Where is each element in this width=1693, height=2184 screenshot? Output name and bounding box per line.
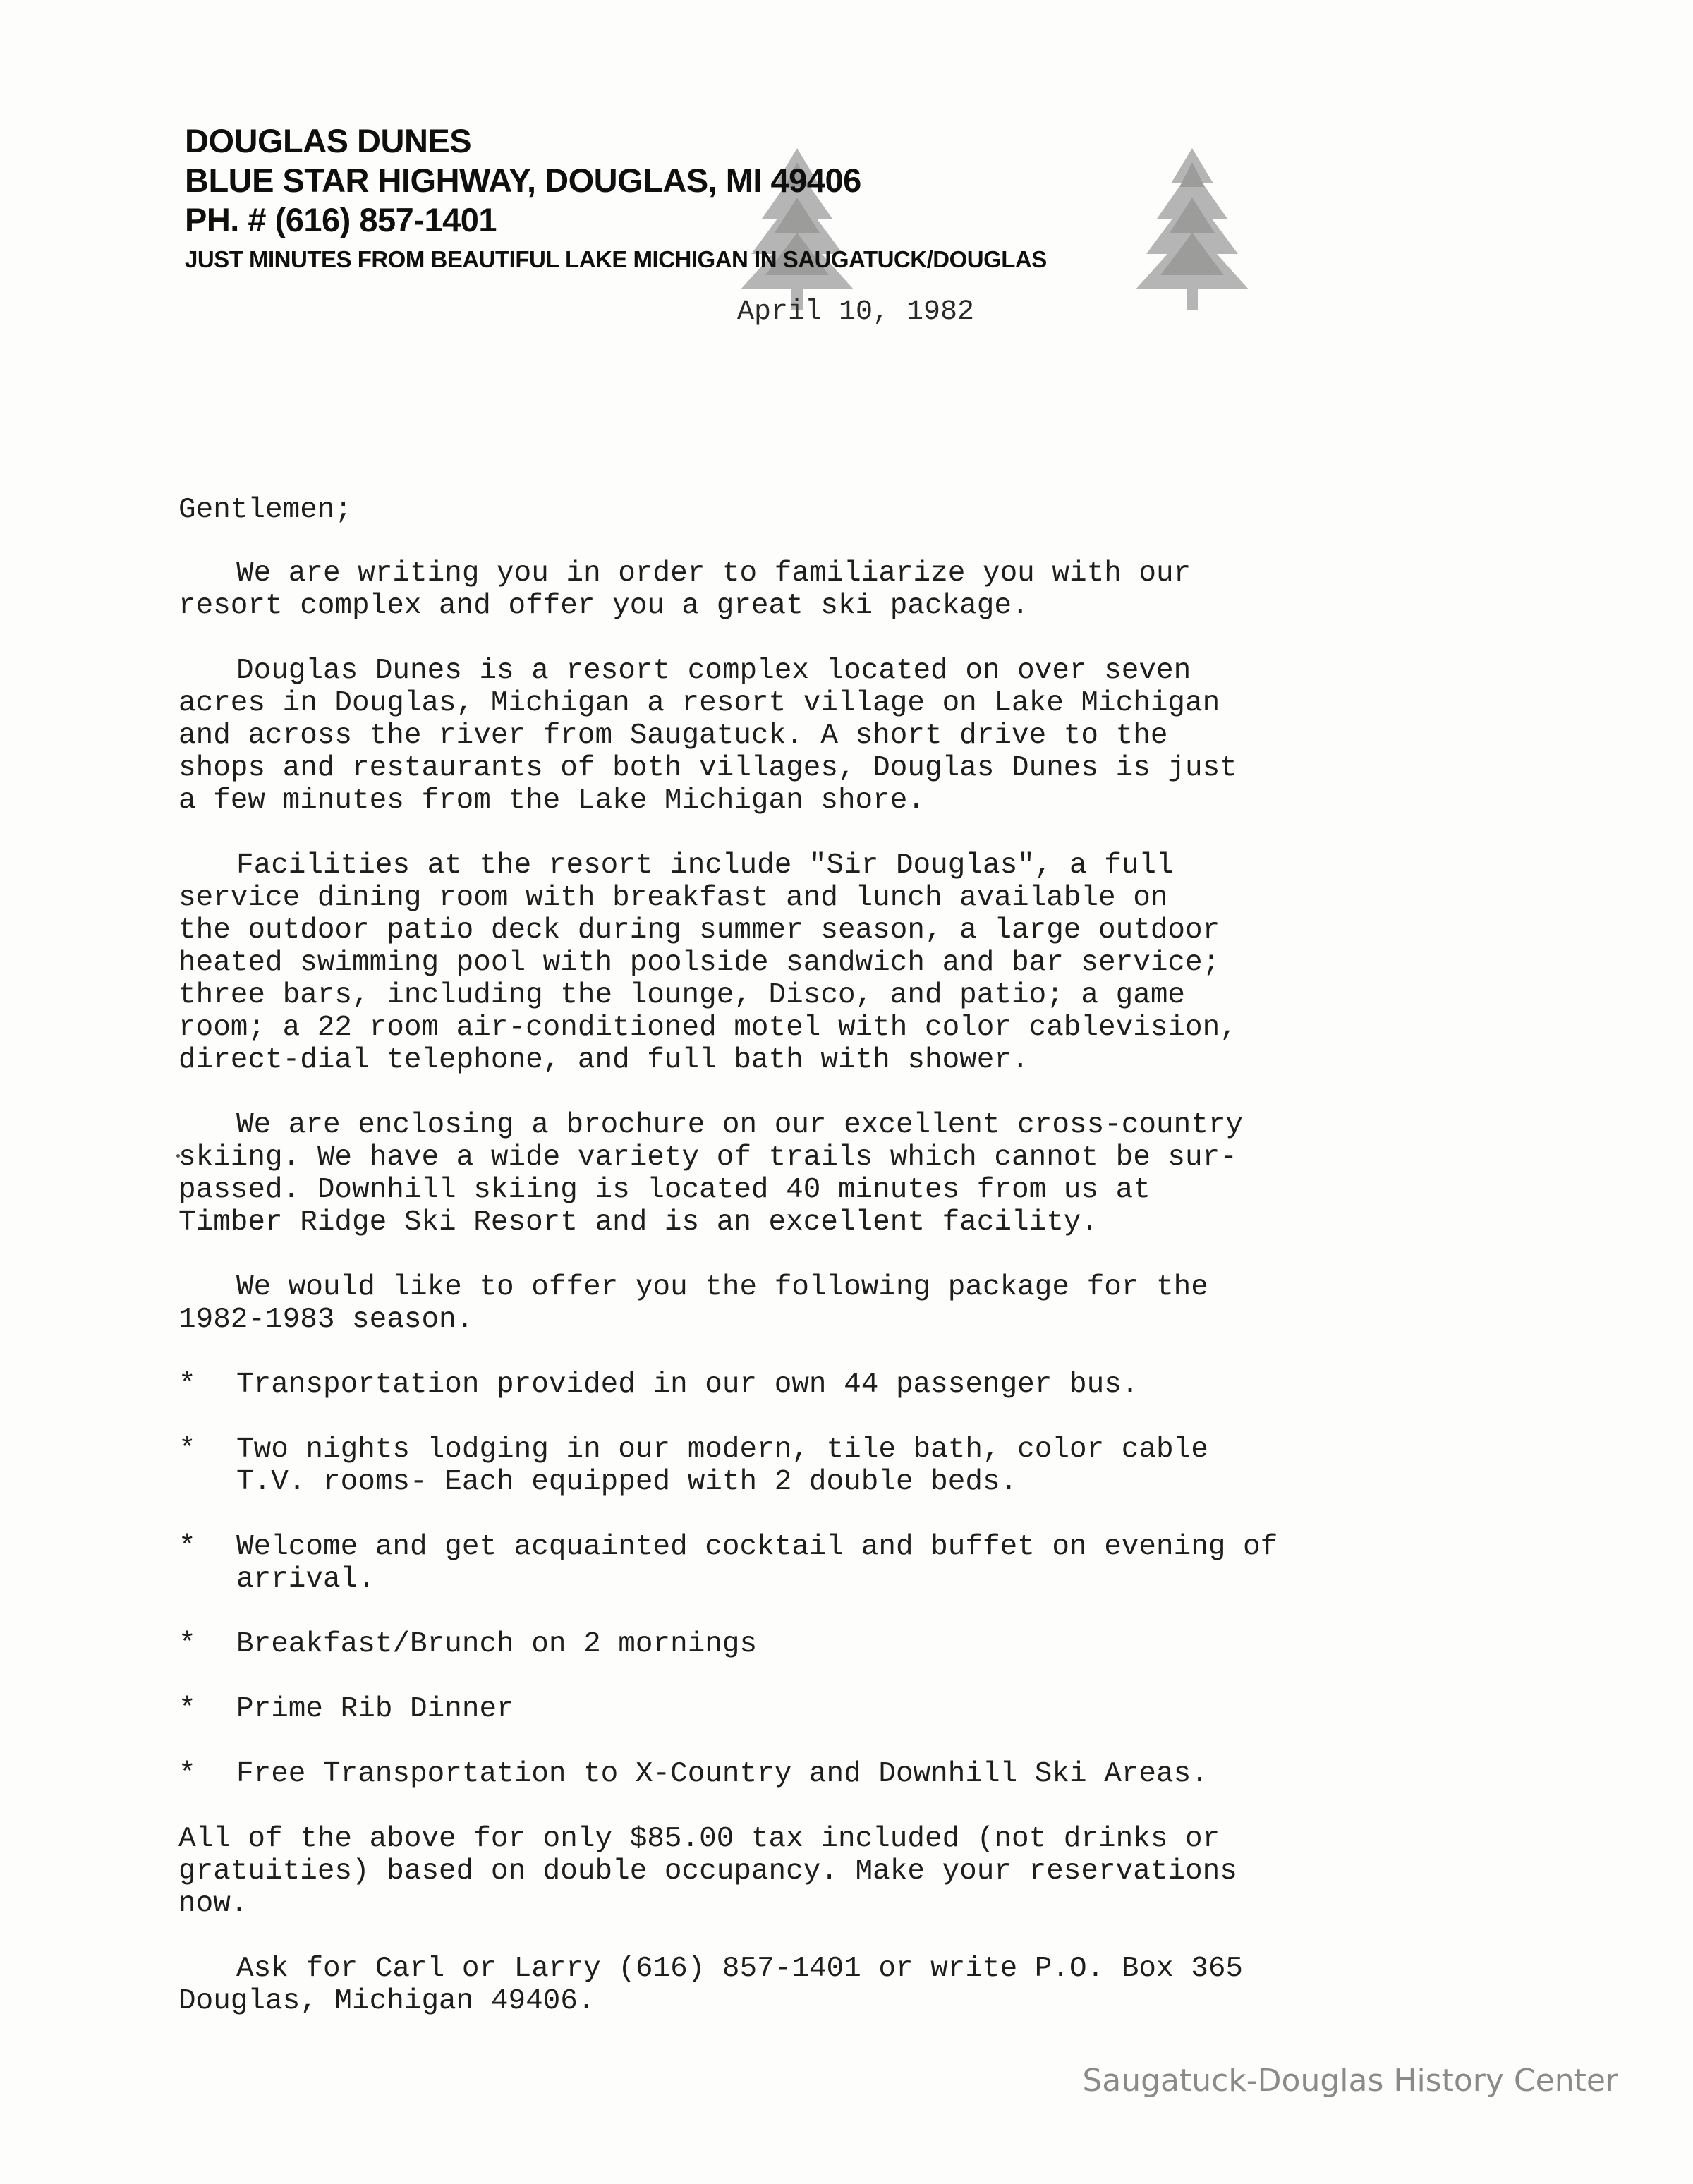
- bullet-star-icon: *: [178, 1758, 196, 1790]
- list-item: [178, 1758, 1448, 1790]
- paragraph-contact: [178, 1953, 1448, 2018]
- paragraph-location: [178, 655, 1448, 817]
- list-item-line: T.V. rooms- Each equipped with 2 double beds.: [236, 1466, 1018, 1498]
- paragraph-line: Ask for Carl or Larry (616) 857-1401 or write P.O. Box 365: [236, 1953, 1244, 1985]
- business-name: DOUGLAS DUNES: [185, 122, 472, 159]
- business-address: BLUE STAR HIGHWAY, DOUGLAS, MI 49406: [185, 162, 861, 199]
- paragraph-line: the outdoor patio deck during summer season, a large outdoor: [178, 914, 1220, 947]
- letterhead: [185, 121, 1243, 277]
- bullet-star-icon: *: [178, 1369, 196, 1401]
- paragraph-price: [178, 1823, 1448, 1920]
- paragraph-line: resort complex and offer you a great ski package.: [178, 590, 1029, 622]
- paragraph-line: Timber Ridge Ski Resort and is an excellent facility.: [178, 1206, 1099, 1239]
- package-list: [178, 1369, 1448, 1790]
- paragraph-line: Facilities at the resort include "Sir Douglas", a full: [236, 849, 1174, 882]
- paragraph-line: shops and restaurants of both villages, Douglas Dunes is just: [178, 752, 1237, 784]
- bullet-star-icon: *: [178, 1433, 196, 1466]
- list-item-line: Breakfast/Brunch on 2 mornings: [236, 1628, 758, 1661]
- paragraph-intro: [178, 557, 1448, 622]
- paragraph-line: room; a 22 room air-conditioned motel with color cablevision,: [178, 1012, 1237, 1044]
- paragraph-line: 1982-1983 season.: [178, 1304, 474, 1336]
- paragraph-line: acres in Douglas, Michigan a resort village on Lake Michigan: [178, 687, 1220, 720]
- business-tagline: JUST MINUTES FROM BEAUTIFUL LAKE MICHIGAN IN SAUGATUCK/DOUGLAS: [185, 246, 1047, 272]
- list-item-line: Transportation provided in our own 44 passenger bus.: [236, 1369, 1139, 1401]
- paragraph-line: All of the above for only $85.00 tax included (not drinks or: [178, 1823, 1220, 1855]
- paragraph-line: service dining room with breakfast and lunch available on: [178, 882, 1168, 914]
- list-item-text: [236, 1369, 1139, 1401]
- list-item-text: [236, 1693, 514, 1725]
- letter-date: April 10, 1982: [737, 296, 975, 328]
- list-item: [178, 1628, 1448, 1661]
- paragraph-line: now.: [178, 1888, 248, 1920]
- paragraph-line: skiing. We have a wide variety of trails which cannot be sur-: [178, 1141, 1237, 1174]
- paragraph-line: We are enclosing a brochure on our excellent cross-country: [236, 1109, 1244, 1141]
- bullet-star-icon: *: [178, 1531, 196, 1563]
- paragraph-line: passed. Downhill skiing is located 40 minutes from us at: [178, 1174, 1151, 1206]
- list-item-line: Welcome and get acquainted cocktail and buffet on evening of: [236, 1531, 1278, 1563]
- bullet-star-icon: *: [178, 1693, 196, 1725]
- list-item-text: [236, 1758, 1208, 1790]
- list-item-line: arrival.: [236, 1563, 375, 1596]
- list-item: [178, 1693, 1448, 1725]
- list-item-line: Two nights lodging in our modern, tile bath, color cable: [236, 1433, 1208, 1466]
- paragraph-line: We would like to offer you the following package for the: [236, 1271, 1208, 1304]
- list-item-text: [236, 1628, 757, 1661]
- business-phone: PH. # (616) 857-1401: [185, 201, 497, 238]
- list-item: [178, 1531, 1448, 1596]
- paragraph-line: Douglas Dunes is a resort complex located on over seven: [236, 655, 1191, 687]
- list-item-line: Free Transportation to X-Country and Downhill Ski Areas.: [236, 1758, 1208, 1790]
- paragraph-line: heated swimming pool with poolside sandwich and bar service;: [178, 947, 1220, 979]
- paragraph-facilities: [178, 849, 1448, 1076]
- paragraph-line: direct-dial telephone, and full bath with shower.: [178, 1044, 1029, 1076]
- paragraph-line: three bars, including the lounge, Disco, and patio; a game: [178, 979, 1186, 1012]
- paragraph-line: We are writing you in order to familiarize you with our: [236, 557, 1191, 590]
- paragraph-line: a few minutes from the Lake Michigan shore.: [178, 784, 925, 817]
- paragraph-skiing: [178, 1109, 1448, 1239]
- list-item: [178, 1433, 1448, 1498]
- watermark: Saugatuck-Douglas History Center: [1082, 2063, 1618, 2099]
- salutation: Gentlemen;: [178, 494, 353, 526]
- letter-body: [178, 494, 1448, 2050]
- list-item: [178, 1369, 1448, 1401]
- paragraph-line: and across the river from Saugatuck. A short drive to the: [178, 720, 1168, 752]
- bullet-star-icon: *: [178, 1628, 196, 1661]
- list-item-text: [236, 1531, 1278, 1596]
- list-item-text: [236, 1433, 1208, 1498]
- list-item-line: Prime Rib Dinner: [236, 1693, 514, 1725]
- paragraph-line: Douglas, Michigan 49406.: [178, 1985, 595, 2018]
- paragraph-line: gratuities) based on double occupancy. Make your reservations: [178, 1855, 1237, 1888]
- paragraph-offer: [178, 1271, 1448, 1336]
